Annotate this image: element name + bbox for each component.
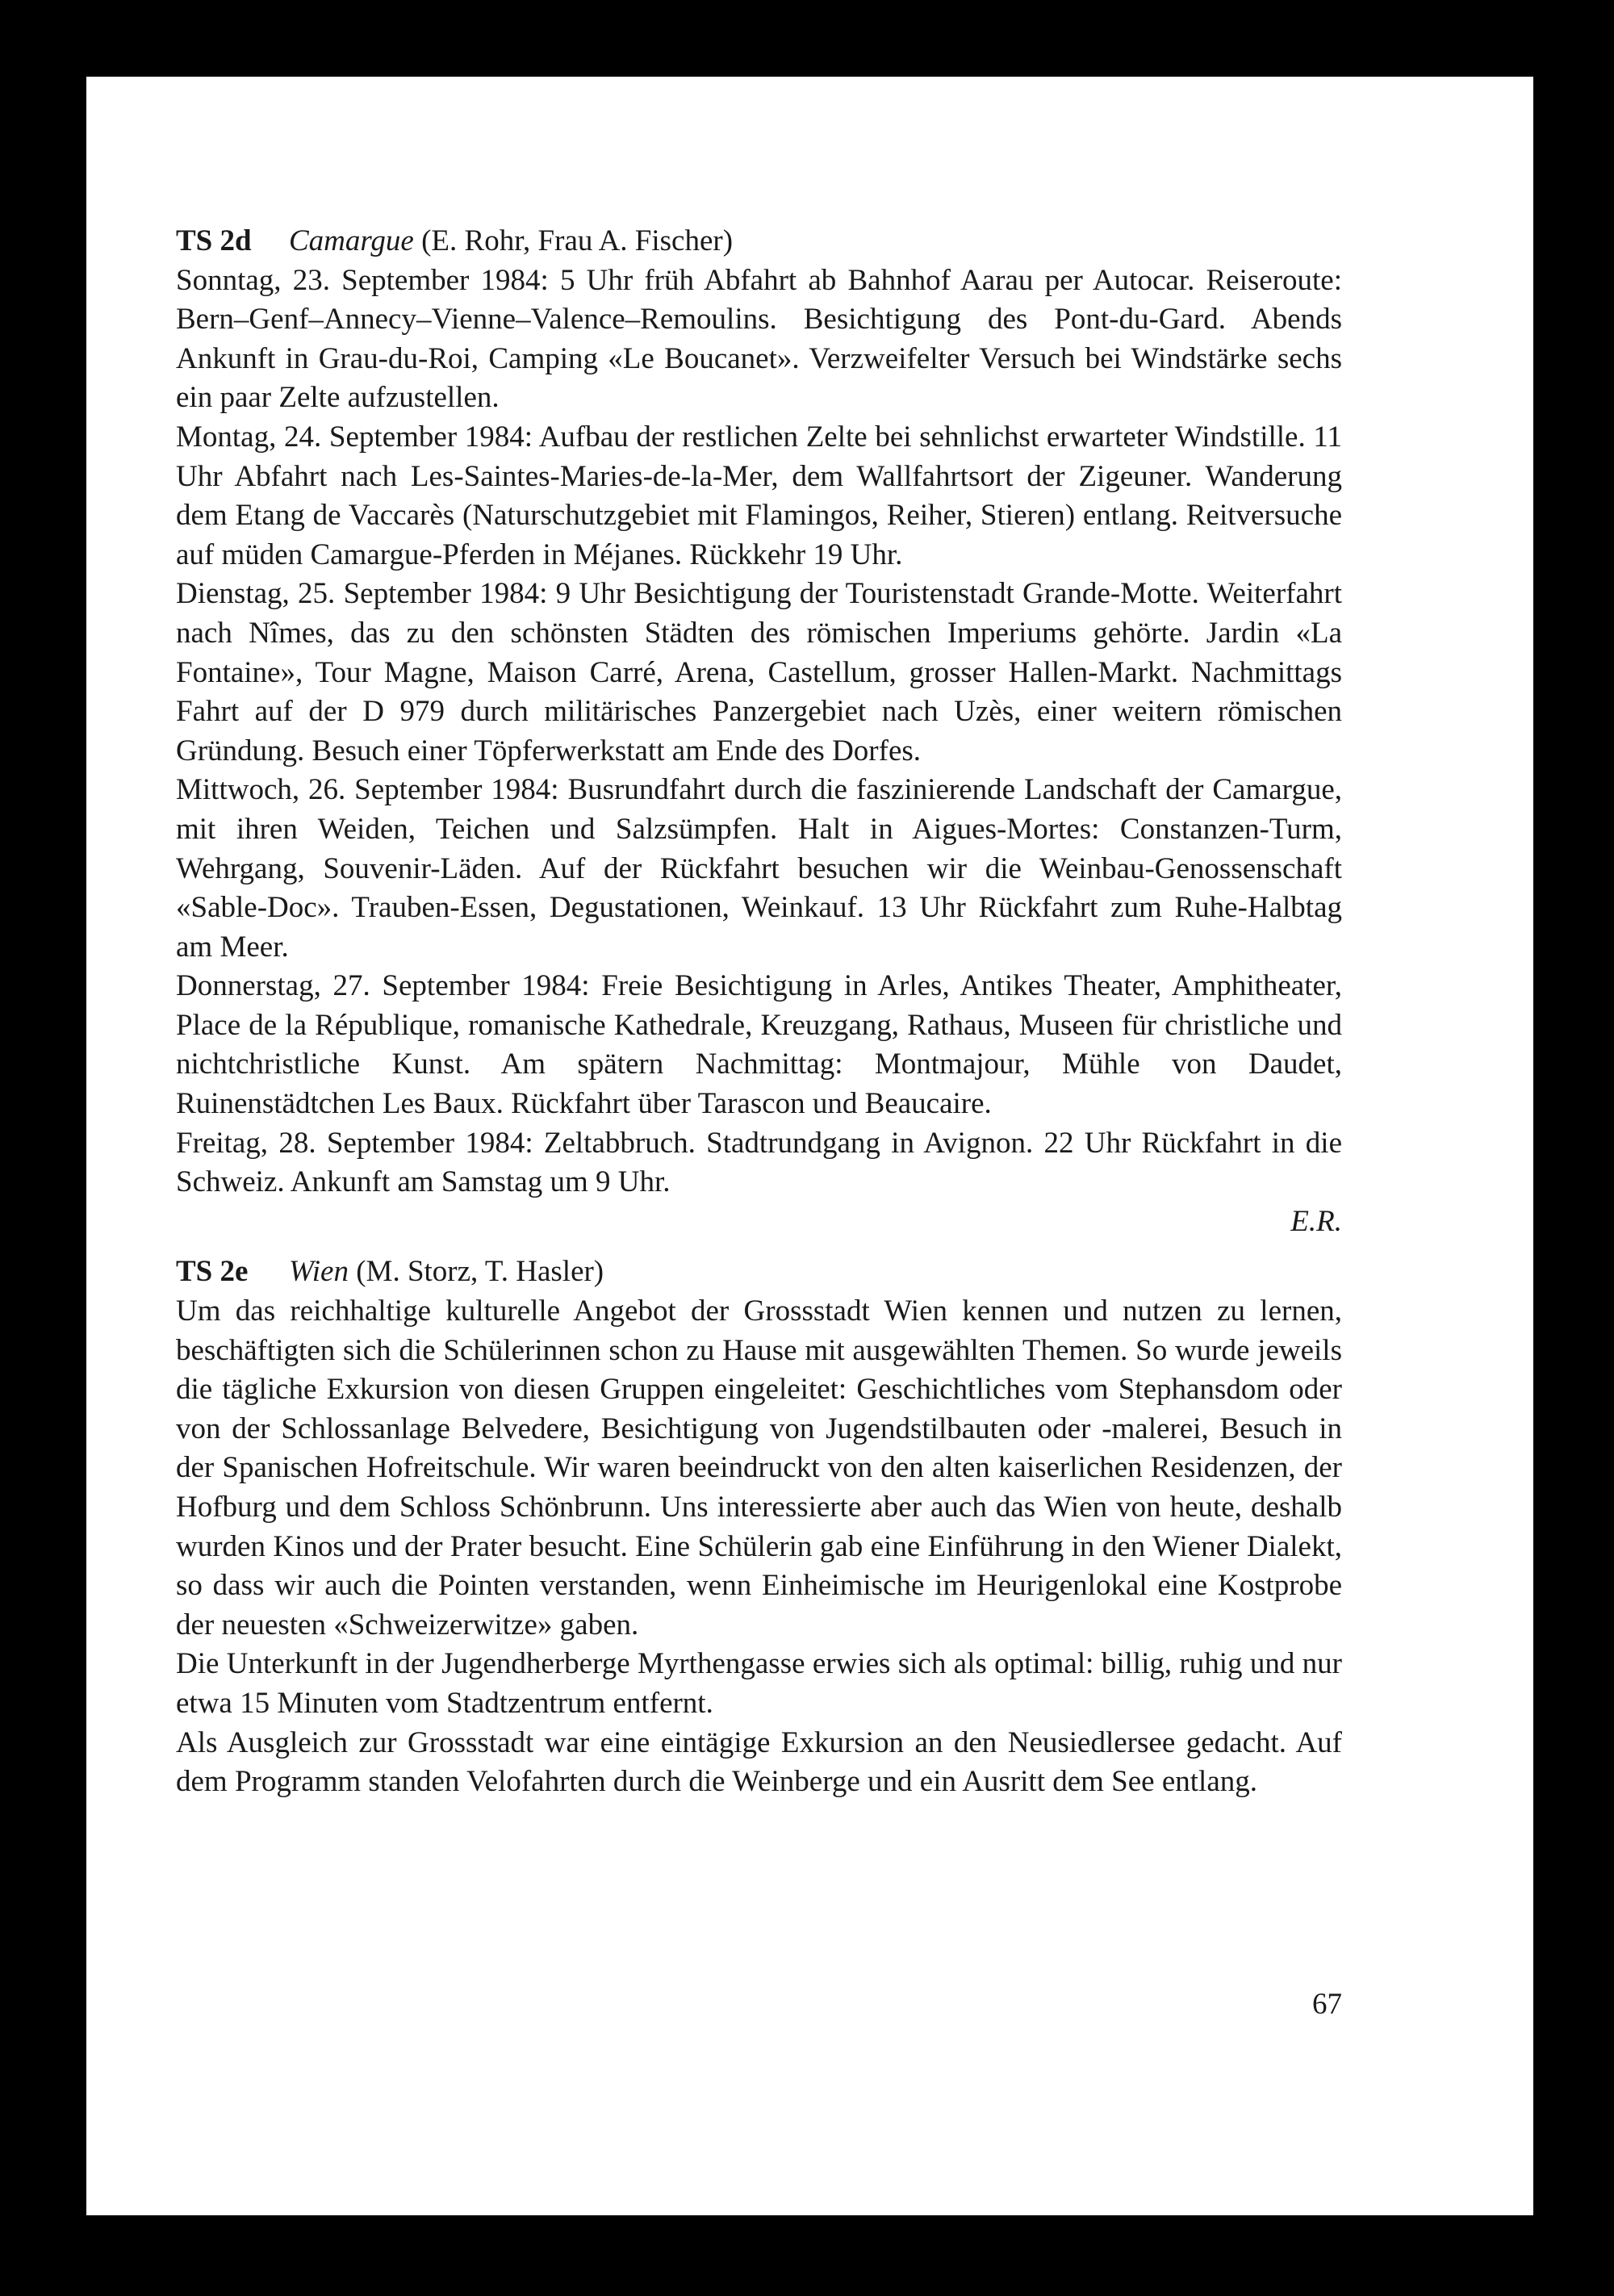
paragraph-dienstag: Dienstag, 25. September 1984: 9 Uhr Besichtigung der Touristenstadt Grande-Motte. Weiterfahrt nach Nîmes, das zu den schönsten Städten des römischen Imperiums gehörte. Jardin «La Fontaine», Tour Magne, Maison Carré, Arena, Castellum, grosser Hallen-Markt. Nachmittags Fahrt auf der D 979 durch militärisches Panzergebiet nach Uzès, einer weitern römischen Gründung. Besuch einer Töpferwerkstatt am Ende des Dorfes.: [176, 577, 1342, 767]
section-place: Camargue: [289, 224, 414, 257]
paragraph-neusiedlersee: Als Ausgleich zur Grossstadt war eine eintägige Exkursion an den Neusiedlersee gedacht. Auf dem Programm standen Velofahrten durch die Weinberge und ein Ausritt dem See entlang.: [176, 1725, 1342, 1799]
section-leaders: (M. Storz, T. Hasler): [348, 1255, 604, 1289]
paragraph-mittwoch: Mittwoch, 26. September 1984: Busrundfahrt durch die faszinierende Landschaft der Camargue, mit ihren Weiden, Teichen und Salzsümpfen. Halt in Aigues-Mortes: Constanzen-Turm, Wehrgang, Souvenir-Läden. Auf der Rückfahrt besuchen wir die Weinbau-Genossenschaft «Sable-Doc». Trauben-Essen, Degustationen, Weinkauf. 13 Uhr Rückfahrt zum Ruhe-Halbtag am Meer.: [176, 773, 1342, 964]
section-code: TS 2d: [176, 224, 252, 257]
paragraph-unterkunft: Die Unterkunft in der Jugendherberge Myrthengasse erwies sich als optimal: billig, ruhig und nur etwa 15 Minuten vom Stadtzentrum entfernt.: [176, 1647, 1342, 1720]
section-heading-ts2e: [176, 1253, 1342, 1292]
section-leaders: (E. Rohr, Frau A. Fischer): [413, 224, 734, 257]
paragraph-sonntag: Sonntag, 23. September 1984: 5 Uhr früh Abfahrt ab Bahnhof Aarau per Autocar. Reiseroute: Bern–Genf–Annecy–Vienne–Valence–Remoulins. Besichtigung des Pont-du-Gard. Abends Ankunft in Grau-du-Roi, Camping «Le Boucanet». Verzweifelter Versuch bei Windstärke sechs ein paar Zelte aufzustellen.: [176, 263, 1342, 415]
section-heading-ts2d: [176, 222, 1342, 261]
section-code: TS 2e: [176, 1255, 249, 1289]
paragraph-montag: Montag, 24. September 1984: Aufbau der restlichen Zelte bei sehnlichst erwarteter Windstille. 11 Uhr Abfahrt nach Les-Saintes-Maries-de-la-Mer, dem Wallfahrtsort der Zigeuner. Wanderung dem Etang de Vaccarès (Naturschutzgebiet mit Flamingos, Reiher, Stieren) entlang. Reitversuche auf müden Camargue-Pferden in Méjanes. Rückkehr 19 Uhr.: [176, 420, 1342, 571]
paragraph-wien-programm: Um das reichhaltige kulturelle Angebot der Grossstadt Wien kennen und nutzen zu lernen, beschäftigten sich die Schülerinnen schon zu Hause mit ausgewählten Themen. So wurde jeweils die tägliche Exkursion von diesen Gruppen eingeleitet: Geschichtliches vom Stephansdom oder von der Schlossanlage Belvedere, Besichtigung von Jugendstilbauten oder -malerei, Besuch in der Spanischen Hofreitschule. Wir waren beeindruckt von den alten kaiserlichen Residenzen, der Hofburg und dem Schloss Schönbrunn. Uns interessierte aber auch das Wien von heute, deshalb wurden Kinos und der Prater besucht. Eine Schülerin gab eine Einführung in den Wiener Dialekt, so dass wir auch die Pointen verstanden, wenn Einheimische im Heurigenlokal eine Kostprobe der neuesten «Schweizerwitze» gaben.: [176, 1294, 1342, 1641]
page-body: [176, 222, 1342, 1802]
page-number: 67: [1312, 1988, 1342, 2021]
author-signature: E.R.: [1290, 1204, 1342, 1238]
section-place: Wien: [289, 1255, 349, 1289]
paragraph-freitag: Freitag, 28. September 1984: Zeltabbruch. Stadtrundgang in Avignon. 22 Uhr Rückfahrt in die Schweiz. Ankunft am Samstag um 9 Uhr.: [176, 1126, 1342, 1199]
document-page: [86, 77, 1533, 2215]
paragraph-donnerstag: Donnerstag, 27. September 1984: Freie Besichtigung in Arles, Antikes Theater, Amphitheater, Place de la République, romanische Kathedrale, Kreuzgang, Rathaus, Museen für christliche und nichtchristliche Kunst. Am spätern Nachmittag: Montmajour, Mühle von Daudet, Ruinenstädtchen Les Baux. Rückfahrt über Tarascon und Beaucaire.: [176, 969, 1342, 1121]
